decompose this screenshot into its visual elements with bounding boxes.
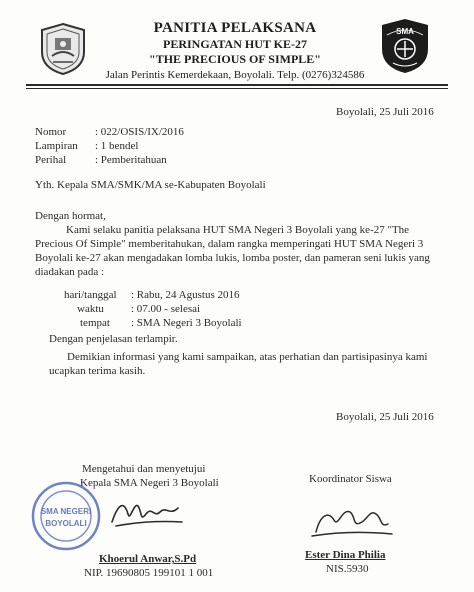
schedule-value-place: : SMA Negeri 3 Boyolali xyxy=(131,317,242,329)
closing-line: ucapkan terima kasih. xyxy=(49,365,146,377)
meta-label-number: Nomor xyxy=(35,126,67,138)
letterhead-rule-thin xyxy=(26,88,448,89)
body-line: Precious Of Simple" memberitahukan, dalam rangka memperingati HUT SMA Negeri 3 xyxy=(35,238,424,250)
letterhead-rule xyxy=(26,84,448,86)
body-line: diadakan pada : xyxy=(35,266,105,278)
coordinator-id: NIS.5930 xyxy=(326,563,369,575)
closing-line: Demikian informasi yang kami sampaikan, atas perhatian dan partisipasinya kami xyxy=(67,351,428,363)
schedule-value-day: : Rabu, 24 Agustus 2016 xyxy=(131,289,240,301)
stamp-text-top: SMA NEGERI xyxy=(40,507,92,516)
body-line: Boyolali ke-27 akan mengadakan lomba lukis, lomba poster, dan pameran seni lukis yang xyxy=(35,252,430,264)
event-theme: "THE PRECIOUS OF SIMPLE" xyxy=(149,52,321,66)
school-shield-icon xyxy=(379,17,431,75)
regency-emblem-icon xyxy=(38,22,88,76)
schedule-label-place: tempat xyxy=(80,317,110,329)
school-stamp-icon xyxy=(30,480,102,552)
principal-name: Khoerul Anwar,S.Pd xyxy=(99,553,197,565)
attachment-note: Dengan penjelasan terlampir. xyxy=(49,333,178,345)
organization-name: PANITIA PELAKSANA xyxy=(153,20,317,36)
coordinator-signature-icon xyxy=(306,496,396,544)
meta-label-attachment: Lampiran xyxy=(35,140,78,152)
stamp-text-bottom: BOYOLALI xyxy=(45,519,87,528)
principal-signature-icon xyxy=(108,492,186,534)
school-logo-text: SMA xyxy=(396,27,414,36)
schedule-value-time: : 07.00 - selesai xyxy=(131,303,201,315)
recipient: Yth. Kepala SMA/SMK/MA se-Kabupaten Boyolali xyxy=(35,179,266,191)
letter-date: Boyolali, 25 Juli 2016 xyxy=(336,106,434,118)
principal-title: Kepala SMA Negeri 3 Boyolali xyxy=(80,477,219,489)
schedule-label-time: waktu xyxy=(77,303,104,315)
meta-value-attachment: : 1 bendel xyxy=(95,140,139,152)
organization-address: Jalan Perintis Kemerdekaan, Boyolali. Telp. (0276)324586 xyxy=(105,69,365,81)
principal-id: NIP. 19690805 199101 1 001 xyxy=(84,567,214,579)
body-line: Kami selaku panitia pelaksana HUT SMA Negeri 3 Boyolali yang ke-27 "The xyxy=(66,224,410,236)
closing-date: Boyolali, 25 Juli 2016 xyxy=(336,411,434,423)
meta-value-subject: : Pemberitahuan xyxy=(95,154,167,166)
event-name: PERINGATAN HUT KE-27 xyxy=(162,37,307,51)
approval-text: Mengetahui dan menyetujui xyxy=(82,463,206,475)
schedule-label-day: hari/tanggal xyxy=(64,289,117,301)
coordinator-name: Ester Dina Philia xyxy=(305,549,386,561)
letterhead xyxy=(92,20,378,83)
greeting: Dengan hormat, xyxy=(35,210,106,222)
meta-label-subject: Perihal xyxy=(35,154,67,166)
coordinator-title: Koordinator Siswa xyxy=(309,473,392,485)
meta-value-number: : 022/OSIS/IX/2016 xyxy=(95,126,184,138)
